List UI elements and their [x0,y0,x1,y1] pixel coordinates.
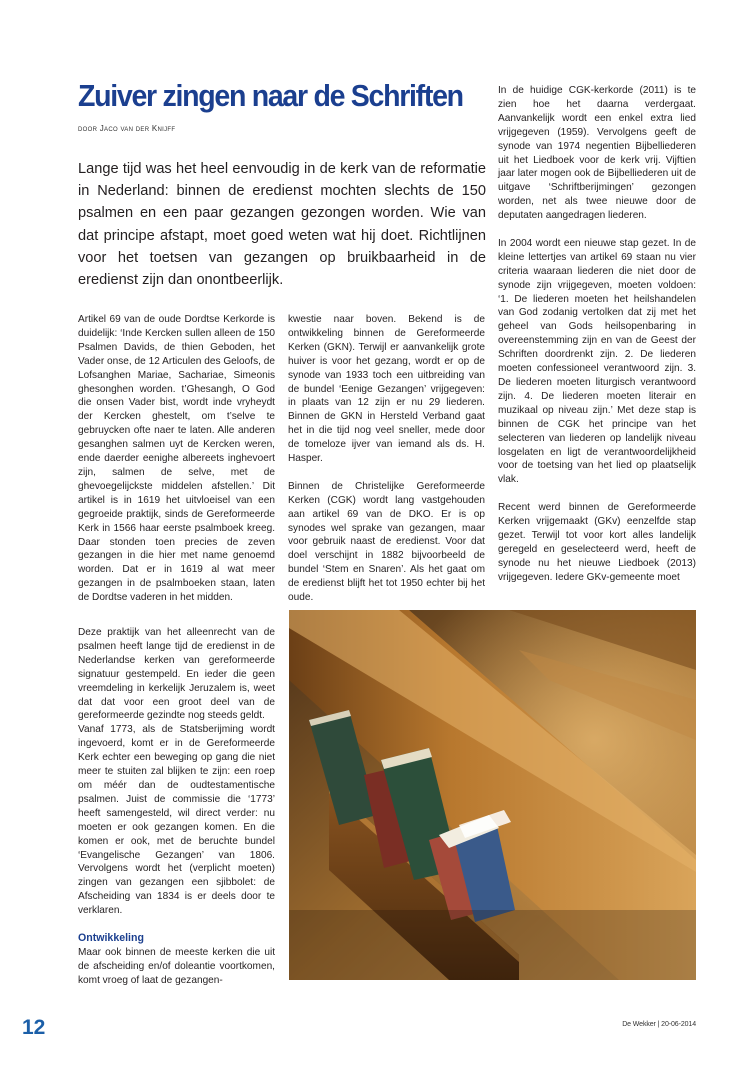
body-paragraph: In 2004 wordt een nieuwe stap gezet. In de kleine lettertjes van artikel 69 staan nu vier criteria waaraan liederen die niet door de synode zijn vrijgegeven, moeten voldoen: ‘1. De liederen moeten het heilshandelen van God zodanig vertolken dat zij met het geheel van Gods heilsopenbaring in overeenstemming zijn en van de Geest der Schriften doordrenkt zijn. 2. De liederen moeten confessioneel verantwoord zijn. 3. De liederen moeten liturgisch verantwoord zijn. 4. De liederen moeten literair en muzikaal op niveau zijn.’ Met deze stap is binnen de CGK het principe van het selecteren van liederen op landelijk niveau losgelaten en ligt de verantwoordelijkheid voor de toetsing van het lied op plaatselijk vlak. [498,237,696,486]
section-subheading: Ontwikkeling [78,931,144,944]
body-paragraph: Deze praktijk van het alleenrecht van de psalmen heeft lange tijd de eredienst in de Nederlandse kerken van gereformeerde signatuur gestempeld. En ieder die geen vreemdeling in kerkelijk Jeruzalem is, weet dat dat voor een groot deel van de gereformeerde gezindte nog steeds geldt. [78,627,275,722]
church-pew-hymnals-photo [289,610,696,980]
byline: door Jaco van der Knijff [78,124,176,133]
column-1-bottom [78,626,275,1001]
body-paragraph: Artikel 69 van de oude Dordtse Kerkorde is duidelijk: ‘Inde Kercken sullen alleen de 150 Psalmen Davids, de thien Geboden, het Vader onse, de 12 Articulen des Geloofs, de Lofsanghen Mariae, Sachariae, Simeonis ghesonghen worden. t’Ghesangh, O God die onsen Vader bist, wordt inde vryheydt der Kercken ghestelt, om t’selve te gebruycken ofte naer te laten. Alle anderen gesanghen salmen uyt de Kercken weren, ende daerder eenighe albereets inghevoert zijn, salmen de selve, met de ghevoegelijckste middelen afstellen.’ Dit artikel is in 1619 het uitvloeisel van een gegroeide praktijk, sinds de Gereformeerde Kerk in 1566 haar eerste psalmboek kreeg. Daar stonden toen precies de zeven gezangen in die hier met name genoemd worden. Dat er in 1619 al wat meer gezangen in de psalmboeken staan, laten de Dordtse vaderen in het midden. [78,314,275,604]
publication-footer: De Wekker | 20-06-2014 [622,1021,696,1028]
body-paragraph: Binnen de Christelijke Gereformeerde Kerken (CGK) wordt lang vastgehouden aan artikel 69 van de DKO. Er is op synodes wel sprake van gezangen, maar voor gebruik naast de eredienst. Voor dat doel verschijnt in 1882 bijvoorbeeld de bundel ‘Stem en Snaren’. Als het gaat om de eredienst blijft het tot 1950 echter bij het oude. [288,480,485,604]
page-number: 12 [22,1016,46,1039]
photo-illustration [289,610,696,980]
column-3 [498,84,696,598]
body-paragraph: In de huidige CGK-kerkorde (2011) is te zien hoe het daarna verdergaat. Aanvankelijk wordt een enkel extra lied vrijgegeven (1959). Vervolgens geeft de synode van 1974 negentien Bijbelliederen uit het Liedboek voor de kerk vrij. Vijftien jaar later mogen ook de Bijbelliederen uit de uitgave ‘Schriftberijmingen’ gezongen worden, net als twee nieuwe door de deputaten aangedragen liederen. [498,85,696,222]
column-2 [288,313,485,619]
body-paragraph: Recent werd binnen de Gereformeerde Kerken vrijgemaakt (GKv) eenzelfde stap gezet. Terwijl tot voor kort alles landelijk geregeld en geselecteerd werd, heeft de synode nu het nieuwe Liedboek (2013) vrijgegeven. Iedere GKv-gemeente moet [498,502,696,583]
article-title: Zuiver zingen naar de Schriften [78,78,463,113]
intro-paragraph: Lange tijd was het heel eenvoudig in de kerk van de reformatie in Nederland: binnen de eredienst mochten slechts de 150 psalmen en een paar gezangen gezongen worden. Wie van dat principe afstapt, moet goed weten wat hij doet. Richtlijnen voor het toetsen van gezangen op bruikbaarheid in de eredienst zijn dan onontbeerlijk. [78,161,486,289]
column-1-top [78,313,275,619]
body-paragraph: Maar ook binnen de meeste kerken die uit de afscheiding en/of doleantie voortkomen, komt vroeg of laat de gezangen- [78,946,275,986]
body-paragraph: kwestie naar boven. Bekend is de ontwikkeling binnen de Gereformeerde Kerken (GKN). Terwijl er aanvankelijk grote huiver is voor het gezang, wordt er op de synode van 1933 toch een uitbreiding van de bundel ‘Eenige Gezangen’ vrijgegeven: in plaats van 12 zijn er nu 29 liederen. Binnen de GKN in Hersteld Verband gaat het in die tijd nog veel sneller, mede door de tomeloze ijver van iemand als ds. H. Hasper. [288,314,485,465]
body-paragraph: Vanaf 1773, als de Statsberijming wordt ingevoerd, komt er in de Gereformeerde Kerk echter een beweging op gang die niet meer te stuiten zal blijken te zijn: een roep om méér dan de oudtestamentische psalmen. Juist de commissie die ‘1773’ heeft samengesteld, wil direct verder: nu moeten er ook gezangen komen. En die komen er ook, met de beruchte bundel ‘Evangelische Gezangen’ van 1806. Vervolgens wordt het (verplicht moeten) zingen van gezangen een sjibbolet: de Afscheiding van 1834 is er deels door te verklaren. [78,724,275,917]
